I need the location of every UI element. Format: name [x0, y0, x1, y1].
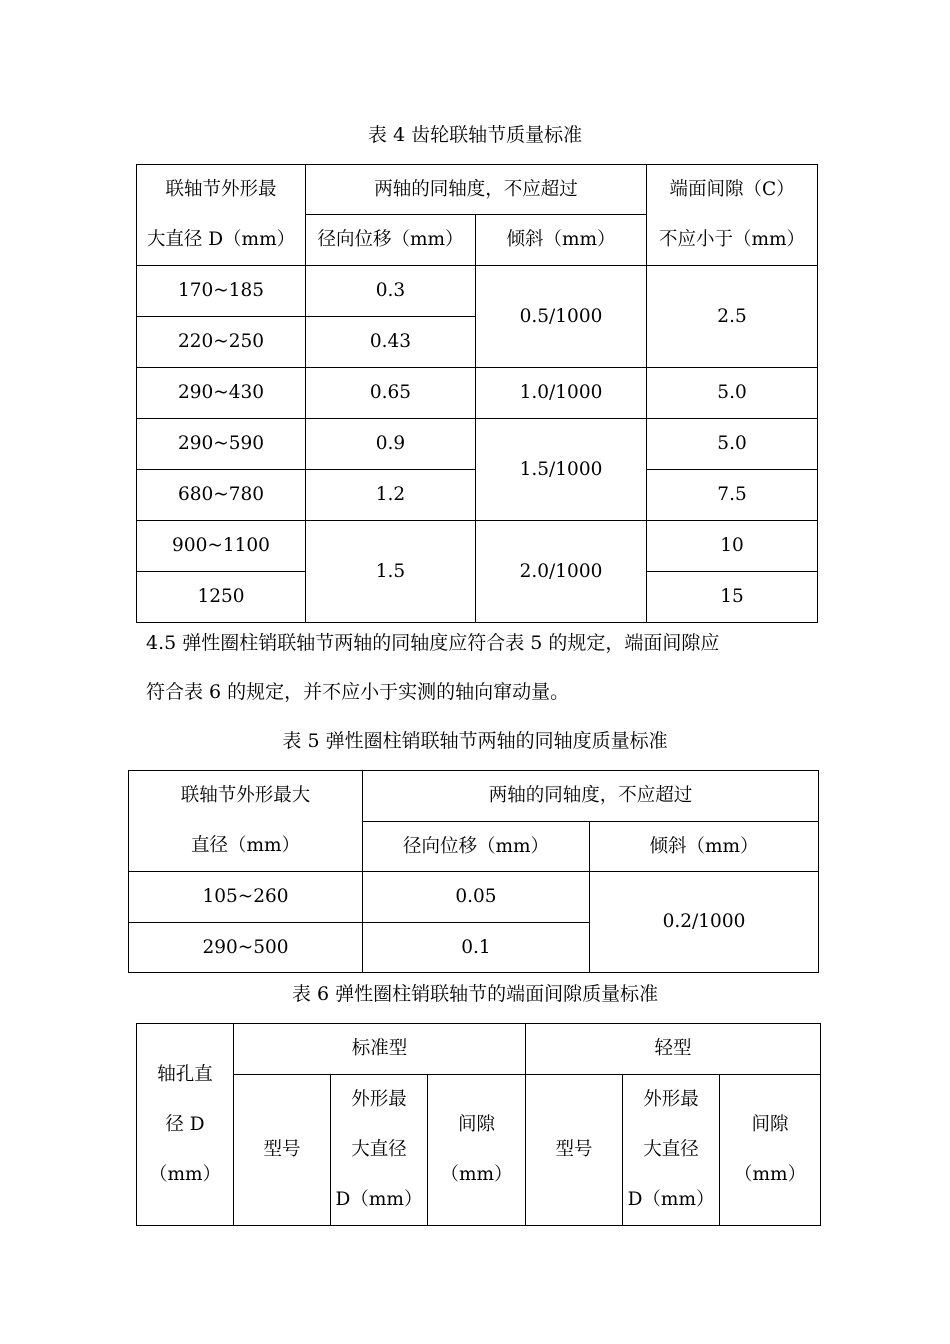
t4-cell-gap: 10: [647, 521, 818, 572]
table5: [128, 770, 819, 973]
t4-cell-gap: 2.5: [647, 266, 818, 368]
t5-header-tilt: 倾斜（mm）: [590, 822, 819, 872]
t5-header-radial: 径向位移（mm）: [363, 822, 590, 872]
t6-header-gap-line2: （mm）: [733, 1164, 807, 1185]
t4-header-radial: 径向位移（mm）: [306, 215, 476, 266]
t5-header-diameter-line2: 直径（mm）: [190, 835, 301, 856]
table6-caption: 表 6 弹性圈柱销联轴节的端面间隙质量标准: [291, 983, 659, 1005]
t4-cell-radial: 0.3: [306, 266, 476, 317]
t6-header-maxd-line3: D（mm）: [627, 1189, 715, 1210]
t6-header-standard: 标准型: [234, 1024, 526, 1075]
t5-header-diameter: [129, 771, 363, 872]
t4-cell-radial: 1.5: [306, 521, 476, 623]
t6-header-gap-line1: 间隙: [751, 1114, 789, 1135]
t6-header-bore-line1: 轴孔直: [157, 1063, 213, 1085]
t6-header-maxd-line3: D（mm）: [335, 1189, 423, 1210]
table4: [136, 164, 818, 623]
t4-header-gap-line2: 不应小于（mm）: [658, 229, 806, 250]
table4-caption: 表 4 齿轮联轴节质量标准: [367, 124, 583, 146]
t4-cell-gap: 5.0: [647, 419, 818, 470]
table6: [136, 1023, 821, 1226]
t4-header-diameter-line2: 大直径 D（mm）: [146, 229, 296, 250]
t4-header-coaxiality: 两轴的同轴度，不应超过: [306, 165, 647, 215]
t4-cell-d: 290~430: [137, 368, 306, 419]
t5-cell-radial: 0.05: [363, 872, 590, 923]
t6-header-standard-maxd: [331, 1075, 428, 1226]
t4-cell-gap: 5.0: [647, 368, 818, 419]
t4-cell-radial: 0.43: [306, 317, 476, 368]
t6-header-bore-line2: 径 D: [165, 1113, 205, 1135]
t4-cell-radial: 0.9: [306, 419, 476, 470]
t6-header-bore-line3: （mm）: [148, 1163, 222, 1185]
t5-cell-d: 290~500: [129, 923, 363, 973]
t4-cell-tilt: 2.0/1000: [476, 521, 647, 623]
t4-cell-d: 290~590: [137, 419, 306, 470]
table5-caption: 表 5 弹性圈柱销联轴节两轴的同轴度质量标准: [282, 730, 668, 752]
t4-cell-d: 1250: [137, 572, 306, 623]
t5-cell-radial: 0.1: [363, 923, 590, 973]
t6-header-maxd-line1: 外形最: [351, 1089, 407, 1110]
t5-cell-tilt: 0.2/1000: [590, 872, 819, 973]
t5-cell-d: 105~260: [129, 872, 363, 923]
t5-header-diameter-line1: 联轴节外形最大: [180, 785, 311, 806]
t6-header-light: 轻型: [526, 1024, 821, 1075]
t4-cell-tilt: 0.5/1000: [476, 266, 647, 368]
t4-cell-radial: 1.2: [306, 470, 476, 521]
t6-header-maxd-line2: 大直径: [643, 1139, 699, 1160]
t6-header-light-gap: [720, 1075, 821, 1226]
t4-header-gap-line1: 端面间隙（C）: [669, 179, 795, 200]
t6-header-light-model: 型号: [526, 1075, 623, 1226]
t4-header-tilt: 倾斜（mm）: [476, 215, 647, 266]
t4-header-diameter: [137, 165, 306, 266]
t4-cell-tilt: 1.5/1000: [476, 419, 647, 521]
t6-header-standard-gap: [428, 1075, 526, 1226]
t4-cell-d: 220~250: [137, 317, 306, 368]
t6-header-bore: [137, 1024, 234, 1226]
t4-cell-d: 680~780: [137, 470, 306, 521]
t4-header-gap: [647, 165, 818, 266]
t6-header-gap-line1: 间隙: [458, 1114, 496, 1135]
t6-header-gap-line2: （mm）: [440, 1164, 513, 1185]
t4-cell-d: 170~185: [137, 266, 306, 317]
t6-header-light-maxd: [623, 1075, 720, 1226]
t6-header-maxd-line1: 外形最: [643, 1089, 699, 1110]
clause-4-5-line1: 4.5 弹性圈柱销联轴节两轴的同轴度应符合表 5 的规定，端面间隙应: [146, 632, 720, 654]
clause-4-5-line2: 符合表 6 的规定，并不应小于实测的轴向窜动量。: [146, 681, 570, 703]
t5-header-coaxiality: 两轴的同轴度，不应超过: [363, 771, 819, 822]
t4-cell-tilt: 1.0/1000: [476, 368, 647, 419]
t4-cell-gap: 15: [647, 572, 818, 623]
t4-header-diameter-line1: 联轴节外形最: [165, 179, 277, 200]
t6-header-maxd-line2: 大直径: [351, 1139, 407, 1160]
t4-cell-gap: 7.5: [647, 470, 818, 521]
t4-cell-d: 900~1100: [137, 521, 306, 572]
t6-header-standard-model: 型号: [234, 1075, 331, 1226]
t4-cell-radial: 0.65: [306, 368, 476, 419]
